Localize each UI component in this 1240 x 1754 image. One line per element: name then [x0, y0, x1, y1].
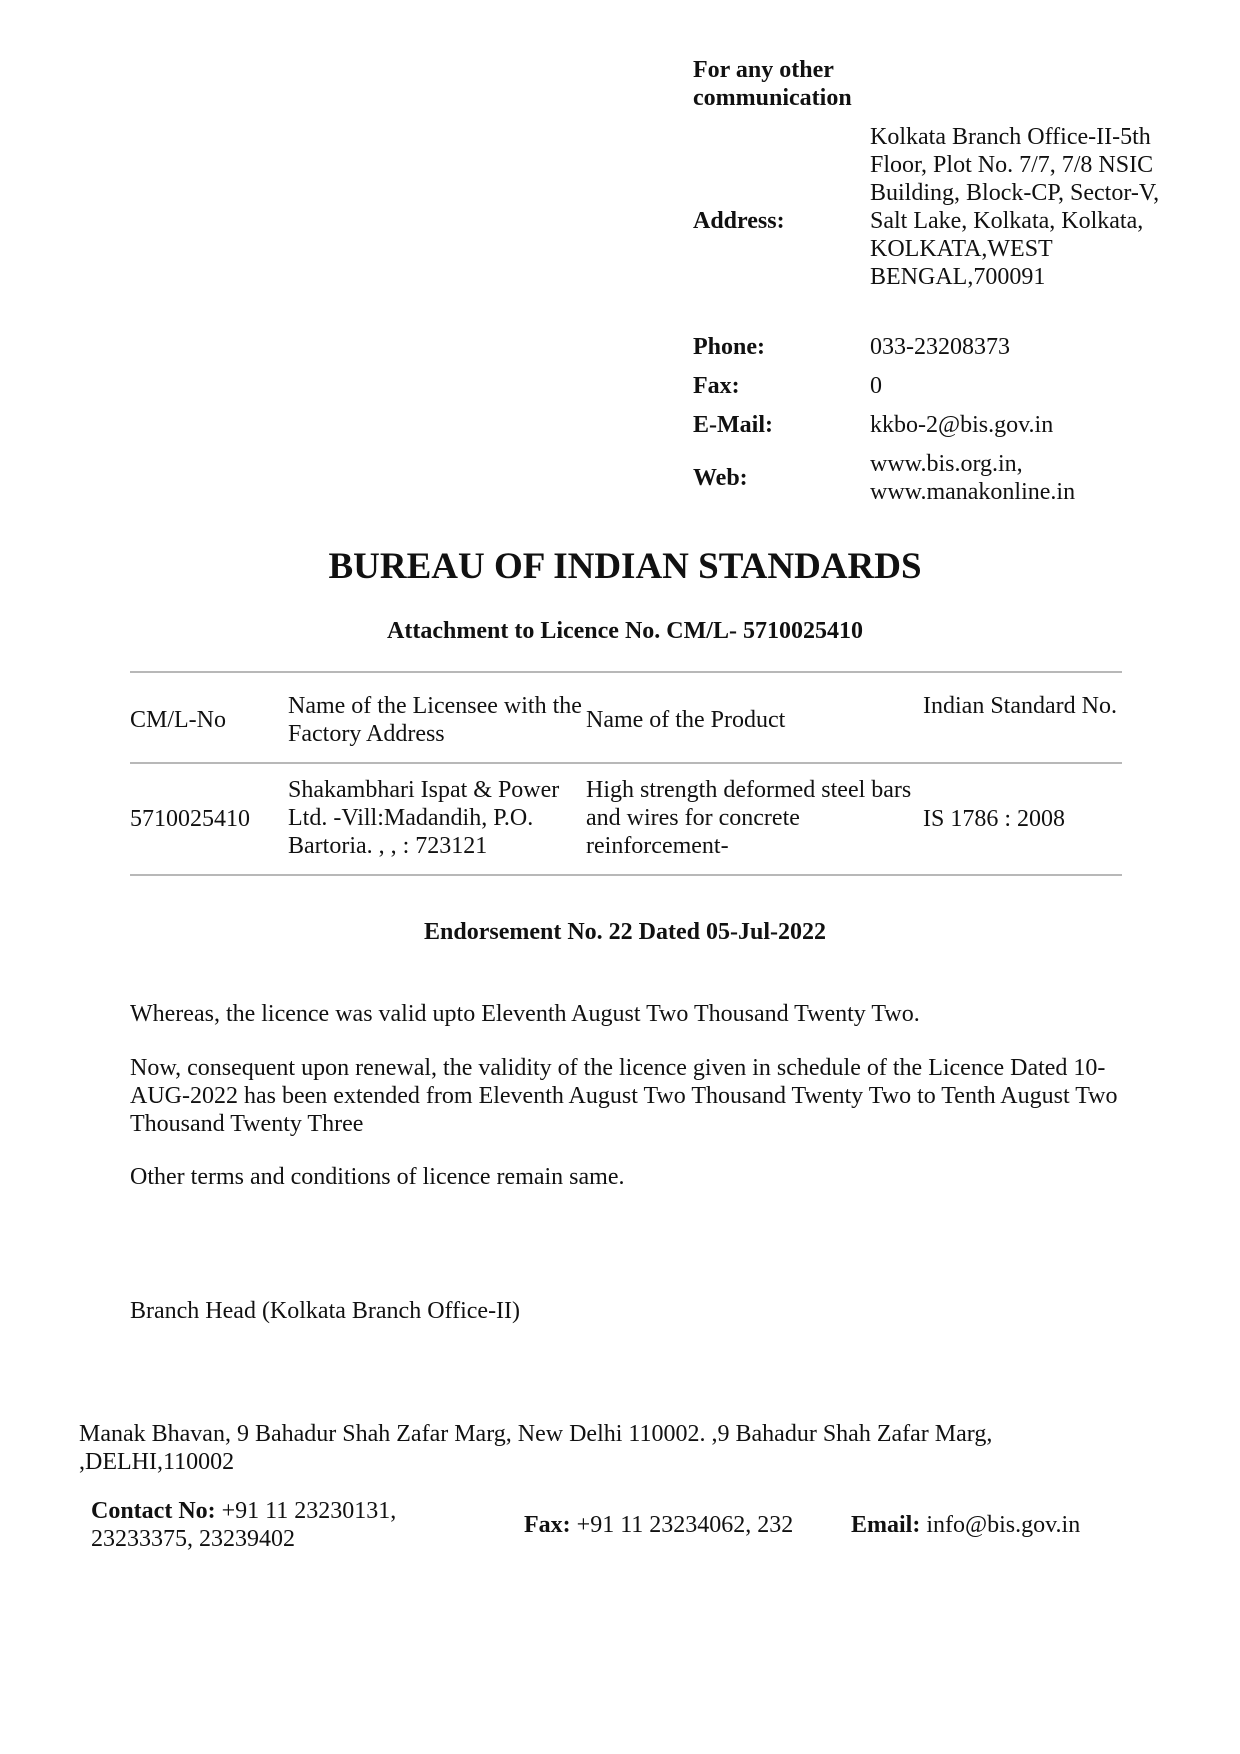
footer-contact-label: Contact No:: [91, 1498, 216, 1524]
table-header-standard: Indian Standard No.: [923, 693, 1117, 719]
address-label: Address:: [693, 208, 785, 234]
address-value: Kolkata Branch Office-II-5th Floor, Plot No. 7/7, 7/8 NSIC Building, Block-CP, Sector-V, Salt Lake, Kolkata, Kolkata, KOLKATA,WEST BENGAL,700091: [870, 124, 1160, 290]
table-header-cml-no: CM/L-No: [130, 707, 226, 733]
footer-email-label: Email:: [851, 1512, 921, 1538]
table-bottom-rule: [130, 874, 1122, 876]
footer-address: Manak Bhavan, 9 Bahadur Shah Zafar Marg, New Delhi 110002. ,9 Bahadur Shah Zafar Marg, ,DELHI,110002: [79, 1421, 993, 1475]
web-link-manakonline[interactable]: www.manakonline.in: [870, 479, 1076, 505]
endorsement-paragraph-2: Now, consequent upon renewal, the validity of the licence given in schedule of the Licence Dated 10-AUG-2022 has been extended from Eleventh August Two Thousand Twenty Two to Tenth August Two Thousand Twenty Three: [130, 1055, 1118, 1137]
table-header-licensee: Name of the Licensee with the Factory Address: [288, 693, 582, 747]
fax-label: Fax:: [693, 373, 740, 399]
page-title: BUREAU OF INDIAN STANDARDS: [328, 546, 922, 587]
licence-subtitle: Attachment to Licence No. CM/L- 5710025410: [387, 618, 863, 644]
footer-contact-value: +91 11 23230131, 23233375, 23239402: [91, 1498, 397, 1552]
email-label: E-Mail:: [693, 412, 773, 438]
table-header-product: Name of the Product: [586, 707, 786, 733]
fax-value: 0: [870, 373, 882, 399]
phone-label: Phone:: [693, 334, 765, 360]
footer-email: [851, 1511, 1151, 1539]
web-label: Web:: [693, 465, 748, 491]
footer-contact: [91, 1497, 451, 1553]
table-cell-standard: IS 1786 : 2008: [923, 806, 1066, 832]
table-cell-cml-no: 5710025410: [130, 806, 250, 832]
signatory: Branch Head (Kolkata Branch Office-II): [130, 1298, 521, 1324]
web-link-bis[interactable]: www.bis.org.in,: [870, 451, 1023, 477]
table-cell-licensee: Shakambhari Ispat & Power Ltd. -Vill:Madandih, P.O. Bartoria. , , : 723121: [288, 777, 560, 859]
endorsement-heading: Endorsement No. 22 Dated 05-Jul-2022: [424, 919, 826, 945]
footer-fax-label: Fax:: [524, 1512, 571, 1538]
endorsement-paragraph-3: Other terms and conditions of licence remain same.: [130, 1164, 625, 1190]
web-value: [870, 450, 1170, 506]
table-cell-product: High strength deformed steel bars and wires for concrete reinforcement-: [586, 777, 912, 859]
footer-fax-value: +91 11 23234062, 232: [576, 1512, 794, 1538]
contact-heading: For any other communication: [693, 57, 852, 111]
table-header-rule: [130, 762, 1122, 764]
phone-value: 033-23208373: [870, 334, 1010, 360]
footer-email-value[interactable]: info@bis.gov.in: [926, 1512, 1081, 1538]
email-value: kkbo-2@bis.gov.in: [870, 412, 1054, 438]
table-top-rule: [130, 671, 1122, 673]
footer-fax: [524, 1511, 824, 1539]
endorsement-paragraph-1: Whereas, the licence was valid upto Eleventh August Two Thousand Twenty Two.: [130, 1001, 920, 1027]
